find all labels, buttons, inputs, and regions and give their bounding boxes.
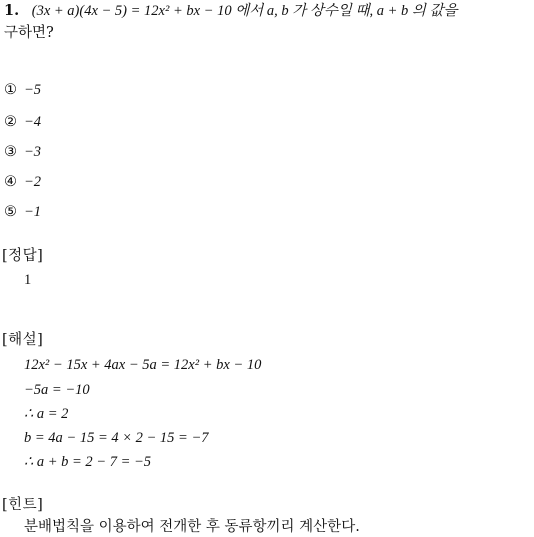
choice-3[interactable] (4, 142, 41, 162)
choice-1[interactable] (4, 80, 41, 100)
solution-label: [해설] (2, 332, 44, 348)
solution-line-5: ∴ a + b = 2 − 7 = −5 (24, 454, 152, 470)
solution-line-2: −5a = −10 (24, 382, 90, 398)
choice-value-2: −4 (24, 114, 42, 130)
choice-2[interactable] (4, 112, 41, 132)
choice-mark-2: ② (4, 114, 17, 130)
question-line-2: 구하면? (4, 25, 54, 41)
choice-5[interactable] (4, 202, 41, 222)
question-text: (3x + a)(4x − 5) = 12x² + bx − 10 에서 a, b 가 상수일 때, a + b 의 값을 (31, 3, 458, 19)
choice-value-5: −1 (24, 204, 42, 220)
question-line-1 (4, 1, 458, 21)
choice-mark-5: ⑤ (4, 204, 17, 220)
answer-label: [정답] (2, 248, 44, 264)
solution-line-3: ∴ a = 2 (24, 406, 69, 422)
solution-line-4: b = 4a − 15 = 4 × 2 − 15 = −7 (24, 430, 209, 446)
hint-text: 분배법칙을 이용하여 전개한 후 동류항끼리 계산한다. (24, 519, 360, 535)
solution-line-1: 12x² − 15x + 4ax − 5a = 12x² + bx − 10 (24, 357, 262, 373)
choice-value-1: −5 (24, 82, 42, 98)
choice-mark-4: ④ (4, 174, 17, 190)
choice-value-3: −3 (24, 144, 42, 160)
choice-mark-1: ① (4, 82, 17, 98)
question-number: 1. (4, 2, 20, 19)
choice-4[interactable] (4, 172, 41, 192)
answer-value: 1 (24, 272, 32, 288)
hint-label: [힌트] (2, 497, 44, 513)
choice-value-4: −2 (24, 174, 42, 190)
choice-mark-3: ③ (4, 144, 17, 160)
